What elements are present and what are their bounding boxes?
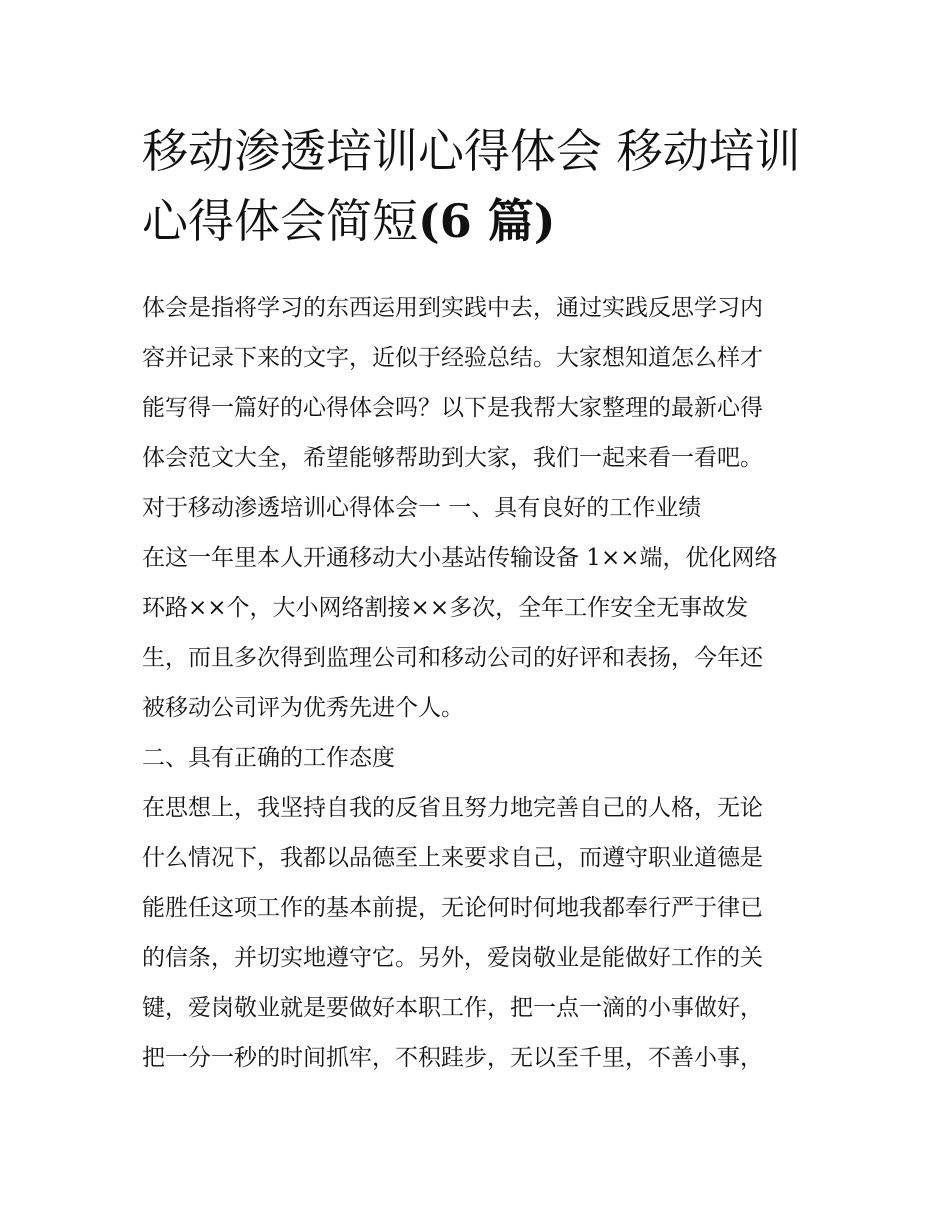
paragraph-line: 容并记录下来的文字，近似于经验总结。大家想知道怎么样才 [142,345,763,371]
paragraph-line: 被移动公司评为优秀先进个人。 [142,695,464,721]
paragraph-line: 体会是指将学习的东西运用到实践中去，通过实践反思学习内 [142,295,763,321]
paragraph-line: 能胜任这项工作的基本前提，无论何时何地我都奉行严于律已 [142,895,763,921]
paragraph-line: 在思想上，我坚持自我的反省且努力地完善自己的人格，无论 [142,795,763,821]
title-main: 移动渗透培训心得体会 移动培训心得体会简短 [142,124,801,248]
document-title [142,116,822,256]
section-heading-line: 二、具有正确的工作态度 [142,745,395,771]
paragraph-line: 把一分一秒的时间抓牢，不积跬步，无以至千里，不善小事， [142,1045,763,1071]
paragraph-line: 生，而且多次得到监理公司和移动公司的好评和表扬，今年还 [142,645,763,671]
paragraph-line: 键，爱岗敬业就是要做好本职工作，把一点一滴的小事做好， [142,995,763,1021]
paragraph-line: 体会范文大全，希望能够帮助到大家，我们一起来看一看吧。 [142,445,763,471]
section-heading-line: 对于移动渗透培训心得体会一 一、具有良好的工作业绩 [142,495,702,521]
title-suffix: (6 篇) [418,194,556,248]
paragraph-line: 在这一年里本人开通移动大小基站传输设备 1××端，优化网络 [142,545,778,571]
paragraph-line: 能写得一篇好的心得体会吗？以下是我帮大家整理的最新心得 [142,395,763,421]
paragraph-line: 的信条，并切实地遵守它。另外，爱岗敬业是能做好工作的关 [142,945,763,971]
paragraph-line: 什么情况下，我都以品德至上来要求自己，而遵守职业道德是 [142,845,763,871]
paragraph-line: 环路××个，大小网络割接××多次，全年工作安全无事故发 [142,595,749,621]
